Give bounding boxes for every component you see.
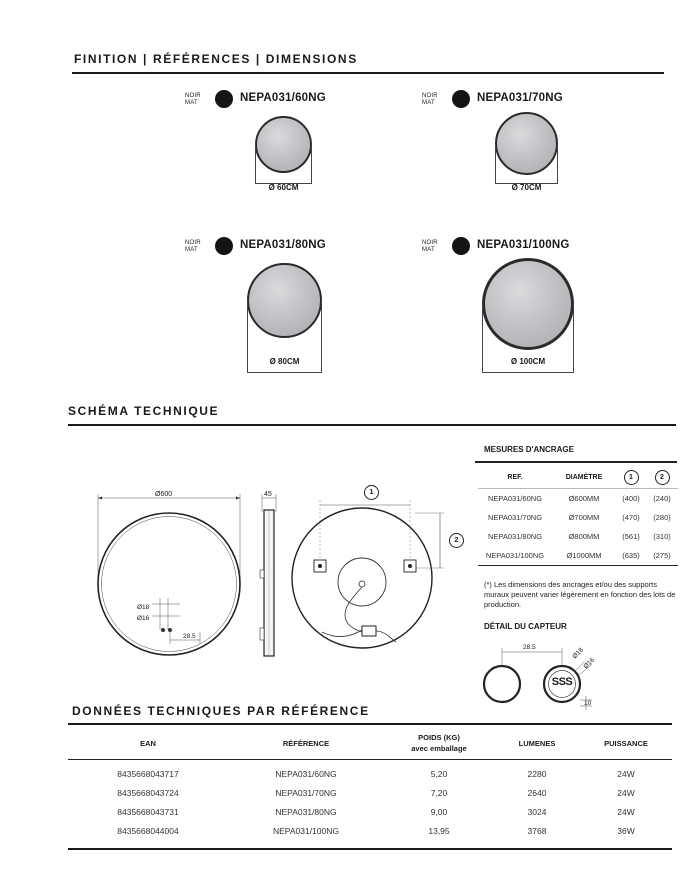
table-row <box>68 784 672 803</box>
col-header-ref: REF. <box>507 473 523 481</box>
col-header-weight <box>384 727 494 760</box>
diameter-label: Ø 100CM <box>510 357 546 366</box>
cell: 13,95 <box>428 826 450 836</box>
cell: Ø800MM <box>568 532 600 541</box>
black-matte-swatch <box>452 237 470 255</box>
cell: (310) <box>653 532 671 541</box>
cell: NEPA031/80NG <box>487 532 543 541</box>
cell: 24W <box>617 807 635 817</box>
technical-drawing <box>90 480 470 690</box>
cell: 36W <box>617 826 635 836</box>
cell: 24W <box>617 788 635 798</box>
tech-section-title: DONNÉES TECHNIQUES PAR RÉFÉRENCE <box>72 704 370 718</box>
cell: (240) <box>653 494 671 503</box>
cell: 2280 <box>527 768 547 779</box>
callout-1: 1 <box>364 485 379 500</box>
diameter-label: Ø 80CM <box>269 357 300 366</box>
tech-data-table <box>68 727 672 841</box>
sensor-offset: 28.5 <box>523 644 536 651</box>
table-row <box>68 760 672 784</box>
diameter-label: Ø 70CM <box>511 183 542 192</box>
col-header-weight-line1: POIDS (KG) <box>418 733 460 742</box>
finishes-section-title: FINITION | RÉFÉRENCES | DIMENSIONS <box>74 52 358 66</box>
finishes-divider <box>72 72 664 74</box>
sensor-d18: Ø18 <box>571 646 585 661</box>
table-row <box>478 527 678 546</box>
table-row <box>478 489 678 509</box>
col-header-2: 2 <box>655 470 670 485</box>
tech-divider <box>68 723 672 725</box>
dimension-line <box>495 144 558 184</box>
col-header-1: 1 <box>624 470 639 485</box>
cell: NEPA031/70NG <box>487 513 543 522</box>
callout-2: 2 <box>449 533 464 548</box>
sensor-d16-label: Ø16 <box>137 615 150 622</box>
cell: 8435668044004 <box>117 826 179 836</box>
col-header-ean: EAN <box>140 738 156 748</box>
col-header-reference: RÉFÉRENCE <box>282 738 330 748</box>
cell: 2640 <box>527 788 547 798</box>
finish-label: NOIR MAT <box>422 93 438 106</box>
cell: NEPA031/70NG <box>275 788 337 798</box>
front-width-label: Ø600 <box>155 491 173 498</box>
cell: NEPA031/60NG <box>275 768 337 779</box>
table-row <box>478 508 678 527</box>
product-reference: NEPA031/80NG <box>240 239 326 251</box>
cell: NEPA031/100NG <box>273 826 339 836</box>
anchorage-header-row <box>478 466 678 489</box>
front-view <box>98 494 240 655</box>
side-view <box>260 494 276 656</box>
sensor-d16: Ø16 <box>582 656 596 671</box>
col-header-power: PUISSANCE <box>604 738 648 748</box>
anchorage-table <box>478 466 678 566</box>
col-header-lumens: LUMENES <box>518 738 556 748</box>
schema-section-title: SCHÉMA TECHNIQUE <box>68 404 220 418</box>
cell: (635) <box>622 551 640 560</box>
table-row <box>68 822 672 841</box>
anchorage-note: (*) Les dimensions des ancrages et/ou des supports muraux peuvent varier légèrement en fonction des lots de production. <box>484 580 676 609</box>
cell: (280) <box>653 513 671 522</box>
cell: 8435668043731 <box>117 807 179 817</box>
finish-label: NOIR MAT <box>185 93 201 106</box>
cell: 3024 <box>527 807 547 817</box>
cell: 9,00 <box>430 807 448 817</box>
finish-label: NOIR MAT <box>422 240 438 253</box>
product-reference: NEPA031/70NG <box>477 92 563 104</box>
cell: 5,20 <box>430 768 448 779</box>
table-row <box>478 546 678 566</box>
cell: (400) <box>622 494 640 503</box>
cell: (561) <box>622 532 640 541</box>
cell: 8435668043724 <box>117 788 179 798</box>
cell: (470) <box>622 513 640 522</box>
sensor-glyph: SSS <box>551 676 573 688</box>
cell: NEPA031/100NG <box>485 551 545 560</box>
cell: 24W <box>617 768 635 779</box>
cell: 7,20 <box>430 788 448 798</box>
sensor-offset-label: 28.5 <box>183 633 196 640</box>
cell: 3768 <box>527 826 547 836</box>
tech-bottom-rule <box>68 848 672 850</box>
black-matte-swatch <box>452 90 470 108</box>
cell: (275) <box>653 551 671 560</box>
cell: NEPA031/60NG <box>487 494 543 503</box>
cell: 8435668043717 <box>117 768 179 779</box>
schema-divider <box>68 424 676 426</box>
anchorage-divider <box>475 461 677 463</box>
sensor-d18-label: Ø18 <box>137 604 150 611</box>
sensor-detail-title: DÉTAIL DU CAPTEUR <box>484 622 567 631</box>
product-reference: NEPA031/60NG <box>240 92 326 104</box>
tech-header-row <box>68 727 672 760</box>
table-row <box>68 803 672 822</box>
depth-label: 45 <box>264 491 272 498</box>
cell: Ø600MM <box>568 494 600 503</box>
col-header-weight-line2: avec emballage <box>411 744 467 753</box>
sensor-height: 10 <box>584 700 592 707</box>
col-header-diameter: DIAMÈTRE <box>565 473 603 481</box>
cell: Ø700MM <box>568 513 600 522</box>
black-matte-swatch <box>215 237 233 255</box>
dimension-line <box>255 144 312 184</box>
black-matte-swatch <box>215 90 233 108</box>
cell: NEPA031/80NG <box>275 807 337 817</box>
anchorage-title: MESURES D'ANCRAGE <box>484 445 574 454</box>
product-reference: NEPA031/100NG <box>477 239 570 251</box>
finish-label: NOIR MAT <box>185 240 201 253</box>
cell: Ø1000MM <box>566 551 602 560</box>
back-view <box>292 500 444 648</box>
diameter-label: Ø 60CM <box>268 183 299 192</box>
